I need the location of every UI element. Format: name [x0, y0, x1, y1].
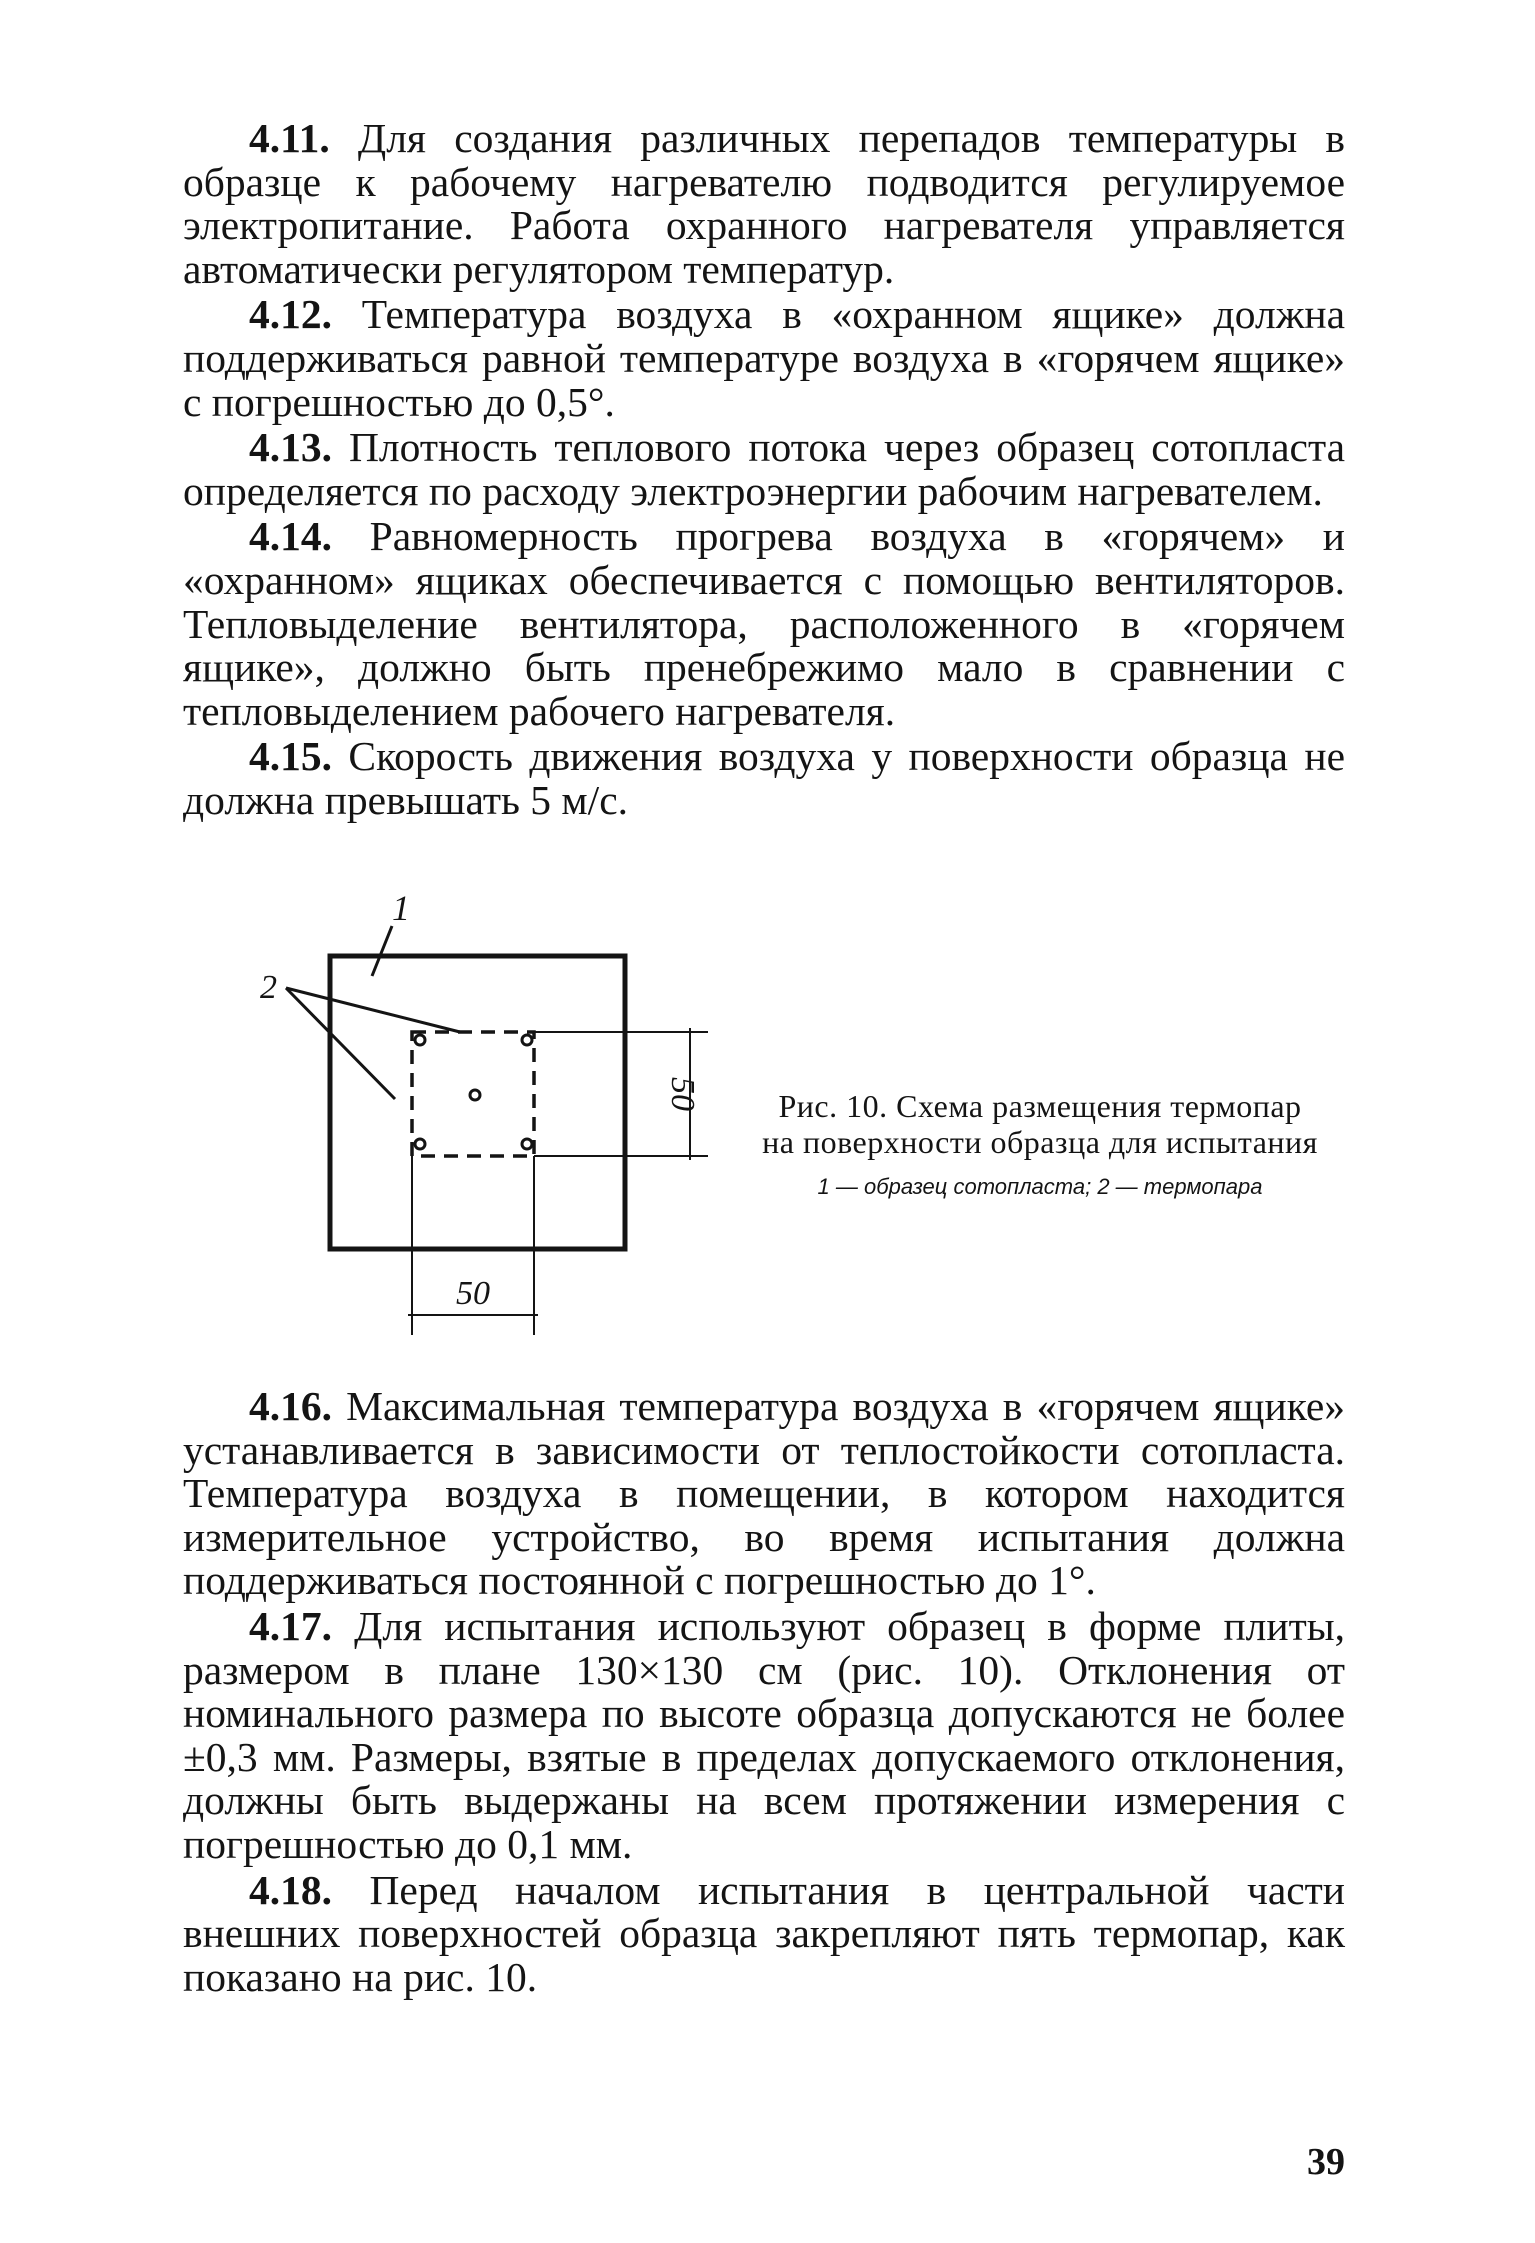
paragraph-4-14: [183, 515, 1345, 733]
paragraph-text: Перед началом испытания в центральной части внешних поверхностей образца закрепляют пять термопар, как показано на рис. 10.: [183, 1866, 1345, 2000]
paragraph-text: Равномерность прогрева воздуха в «горячем» и «охранном» ящиках обеспечивается с помощью вентиляторов. Тепловыделение вентилятора, расположенного в «горячем ящике», должно быть пренебрежимо мало в сравнении с тепловыделением рабочего нагревателя.: [183, 513, 1345, 734]
leader-line-2a: [286, 988, 460, 1032]
label-2: 2: [260, 969, 277, 1006]
caption-legend: 1 — образец сотопласта; 2 — термопара: [817, 1174, 1263, 1199]
page-number: 39: [1307, 2141, 1345, 2183]
paragraph-number: 4.18.: [249, 1866, 332, 1913]
paragraph-4-15: [183, 735, 1345, 822]
paragraph-number: 4.13.: [249, 424, 332, 471]
paragraph-number: 4.15.: [249, 733, 332, 780]
dim-label-horizontal: 50: [456, 1275, 490, 1312]
paragraph-number: 4.16.: [249, 1383, 332, 1429]
paragraph-4-16: [183, 1385, 1345, 1603]
leader-line-1: [372, 926, 392, 976]
paragraph-number: 4.14.: [249, 513, 332, 560]
thermocouple-area: [412, 1032, 534, 1156]
paragraph-4-13: [183, 426, 1345, 513]
paragraph-number: 4.12.: [249, 291, 332, 338]
thermocouple-point: [415, 1139, 425, 1149]
text-block-top: [183, 117, 1345, 825]
dim-label-vertical: 50: [664, 1077, 701, 1111]
paragraph-number: 4.11.: [249, 115, 330, 161]
paragraph-text: Для испытания используют образец в форме плиты, размером в плане 130×130 см (рис. 10). Отклонения от номинального размера по высоте образца допускаются не более ±0,3 мм. Размеры, взятые в пределах допускаемого отклонения, должны быть выдержаны на всем протяжении измерения с погрешностью до 0,1 мм.: [183, 1602, 1345, 1867]
paragraph-4-18: [183, 1866, 1345, 2000]
paragraph-text: Скорость движения воздуха у поверхности образца не должна превышать 5 м/с.: [183, 733, 1345, 823]
leader-line-2b: [286, 988, 395, 1099]
text-block-bottom: [183, 1385, 1345, 2001]
label-1: 1: [392, 888, 410, 928]
thermocouple-point: [522, 1139, 532, 1149]
thermocouple-point: [522, 1035, 532, 1045]
sample-outline: [330, 956, 625, 1249]
paragraph-4-11: [183, 117, 1345, 291]
caption-title: Рис. 10. Схема размещения термопар на поверхности образца для испытания: [762, 1088, 1318, 1160]
thermocouple-point: [415, 1035, 425, 1045]
figure-10-diagram: [240, 880, 740, 1350]
paragraph-number: 4.17.: [249, 1602, 332, 1649]
paragraph-text: Плотность теплового потока через образец сотопласта определяется по расходу электроэнергии рабочим нагревателем.: [183, 424, 1346, 514]
paragraph-4-17: [183, 1602, 1345, 1867]
paragraph-text: Для создания различных перепадов температуры в образце к рабочему нагревателю подводится регулируемое электропитание. Работа охранного нагревателя управляется автоматически регулятором температур.: [183, 115, 1345, 292]
paragraph-text: Максимальная температура воздуха в «горячем ящике» устанавливается в зависимости от теплостойкости сотопласта. Температура воздуха в помещении, в котором находится измерительное устройство, во время испытания должна поддерживаться постоянной с погрешностью до 1°.: [183, 1383, 1345, 1604]
thermocouple-point: [470, 1090, 480, 1100]
paragraph-text: Температура воздуха в «охранном ящике» должна поддерживаться равной температуре воздуха в «горячем ящике» с погрешностью до 0,5°.: [183, 291, 1345, 425]
paragraph-4-12: [183, 293, 1345, 424]
figure-caption: [760, 1088, 1320, 1200]
